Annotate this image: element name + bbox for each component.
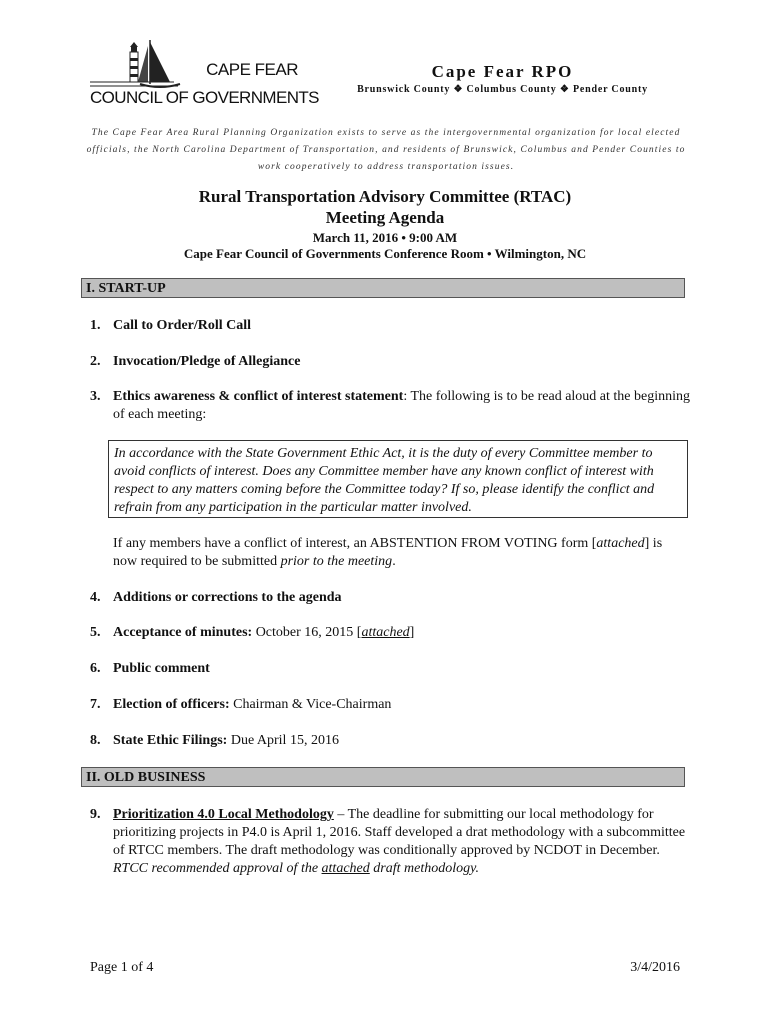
attached-reference: attached [596,536,645,551]
abstention-end: . [392,554,396,569]
page-number: Page 1 of 4 [90,960,154,975]
item-label: Ethics awareness & conflict of interest statement [113,389,404,404]
prior-to-meeting: prior to the meeting [280,554,393,569]
item-number: 1. [90,318,101,333]
item-number: 8. [90,733,101,748]
agenda-item-1 [90,317,690,335]
item-label: Additions or corrections to the agenda [113,590,342,605]
item-label: Call to Order/Roll Call [113,318,252,333]
abstention-text-2: ] is now required to be submitted [113,536,663,569]
item-number: 4. [90,590,101,605]
item-text: Chairman & Vice-Chairman [229,697,392,712]
item-text: – The deadline for submitting our local methodology for prioritizing projects in P4.0 is April 1, 2016. Staff developed a drat methodology with a subcommittee of RTCC members. The draft methodology was conditionally approved by NCDOT in December. [113,807,686,858]
item-label: Election of officers: [113,697,230,712]
committee-title: Rural Transportation Advisory Committee (RTAC) [198,187,572,206]
abstention-note [113,535,683,571]
item-number: 5. [90,625,101,640]
item-label: Prioritization 4.0 Local Methodology [113,807,334,822]
agenda-title: Meeting Agenda [325,208,445,227]
recommendation-text: RTCC recommended approval of the [113,861,322,876]
section-start-up: I. START-UP [81,278,685,298]
rpo-title: Cape Fear RPO [431,62,574,81]
meeting-date: March 11, 2016 • 9:00 AM [312,230,458,245]
item-number: 2. [90,354,101,369]
item-text: Due April 15, 2016 [227,733,339,748]
item-text: : The following is to be read aloud at the beginning of each meeting: [113,389,690,422]
item-label: Acceptance of minutes: [113,625,253,640]
agenda-item-5 [90,624,690,642]
logo-line-cape-fear: CAPE FEAR [206,60,298,79]
item-number: 3. [90,389,101,404]
item-label: Invocation/Pledge of Allegiance [113,354,301,369]
agenda-item-6 [90,660,690,678]
recommendation-end: draft methodology. [369,861,480,876]
abstention-text: If any members have a conflict of interest, an ABSTENTION FROM VOTING form [ [113,536,597,551]
item-text-end: ] [409,625,415,640]
ethics-statement-box: In accordance with the State Government Ethic Act, it is the duty of every Committee member to avoid conflicts of interest. Does any Committee member have any known conflict of interest with respect to any matters coming before the Committee today? If so, please identify the conflict and refrain from any participation in the particular matter involved. [108,440,688,518]
agenda-item-8 [90,732,690,750]
agenda-item-3 [90,388,690,424]
item-number: 6. [90,661,101,676]
methodology-attachment-link[interactable]: attached [321,861,370,876]
minutes-attachment-link[interactable]: attached [361,625,410,640]
section-old-business: II. OLD BUSINESS [81,767,685,787]
agenda-item-2 [90,353,690,371]
agenda-item-9 [90,806,690,878]
item-label: Public comment [113,661,210,676]
meeting-location: Cape Fear Council of Governments Conference Room • Wilmington, NC [183,246,587,261]
item-text: October 16, 2015 [ [252,625,362,640]
document-date: 3/4/2016 [630,960,680,975]
rpo-counties: Brunswick County ❖ Columbus County ❖ Pender County [357,84,648,95]
item-label: State Ethic Filings: [113,733,228,748]
item-number: 9. [90,807,101,822]
agenda-item-7 [90,696,690,714]
mission-statement: The Cape Fear Area Rural Planning Organization exists to serve as the intergovernmental organization for local elected officials, the North Carolina Department of Transportation, and residents of Brunswick, Columbus and Pender Counties to work cooperatively to address transportation issues. [86,128,686,172]
agenda-item-4 [90,589,690,607]
item-number: 7. [90,697,101,712]
logo-line-council: COUNCIL OF GOVERNMENTS [90,88,319,107]
